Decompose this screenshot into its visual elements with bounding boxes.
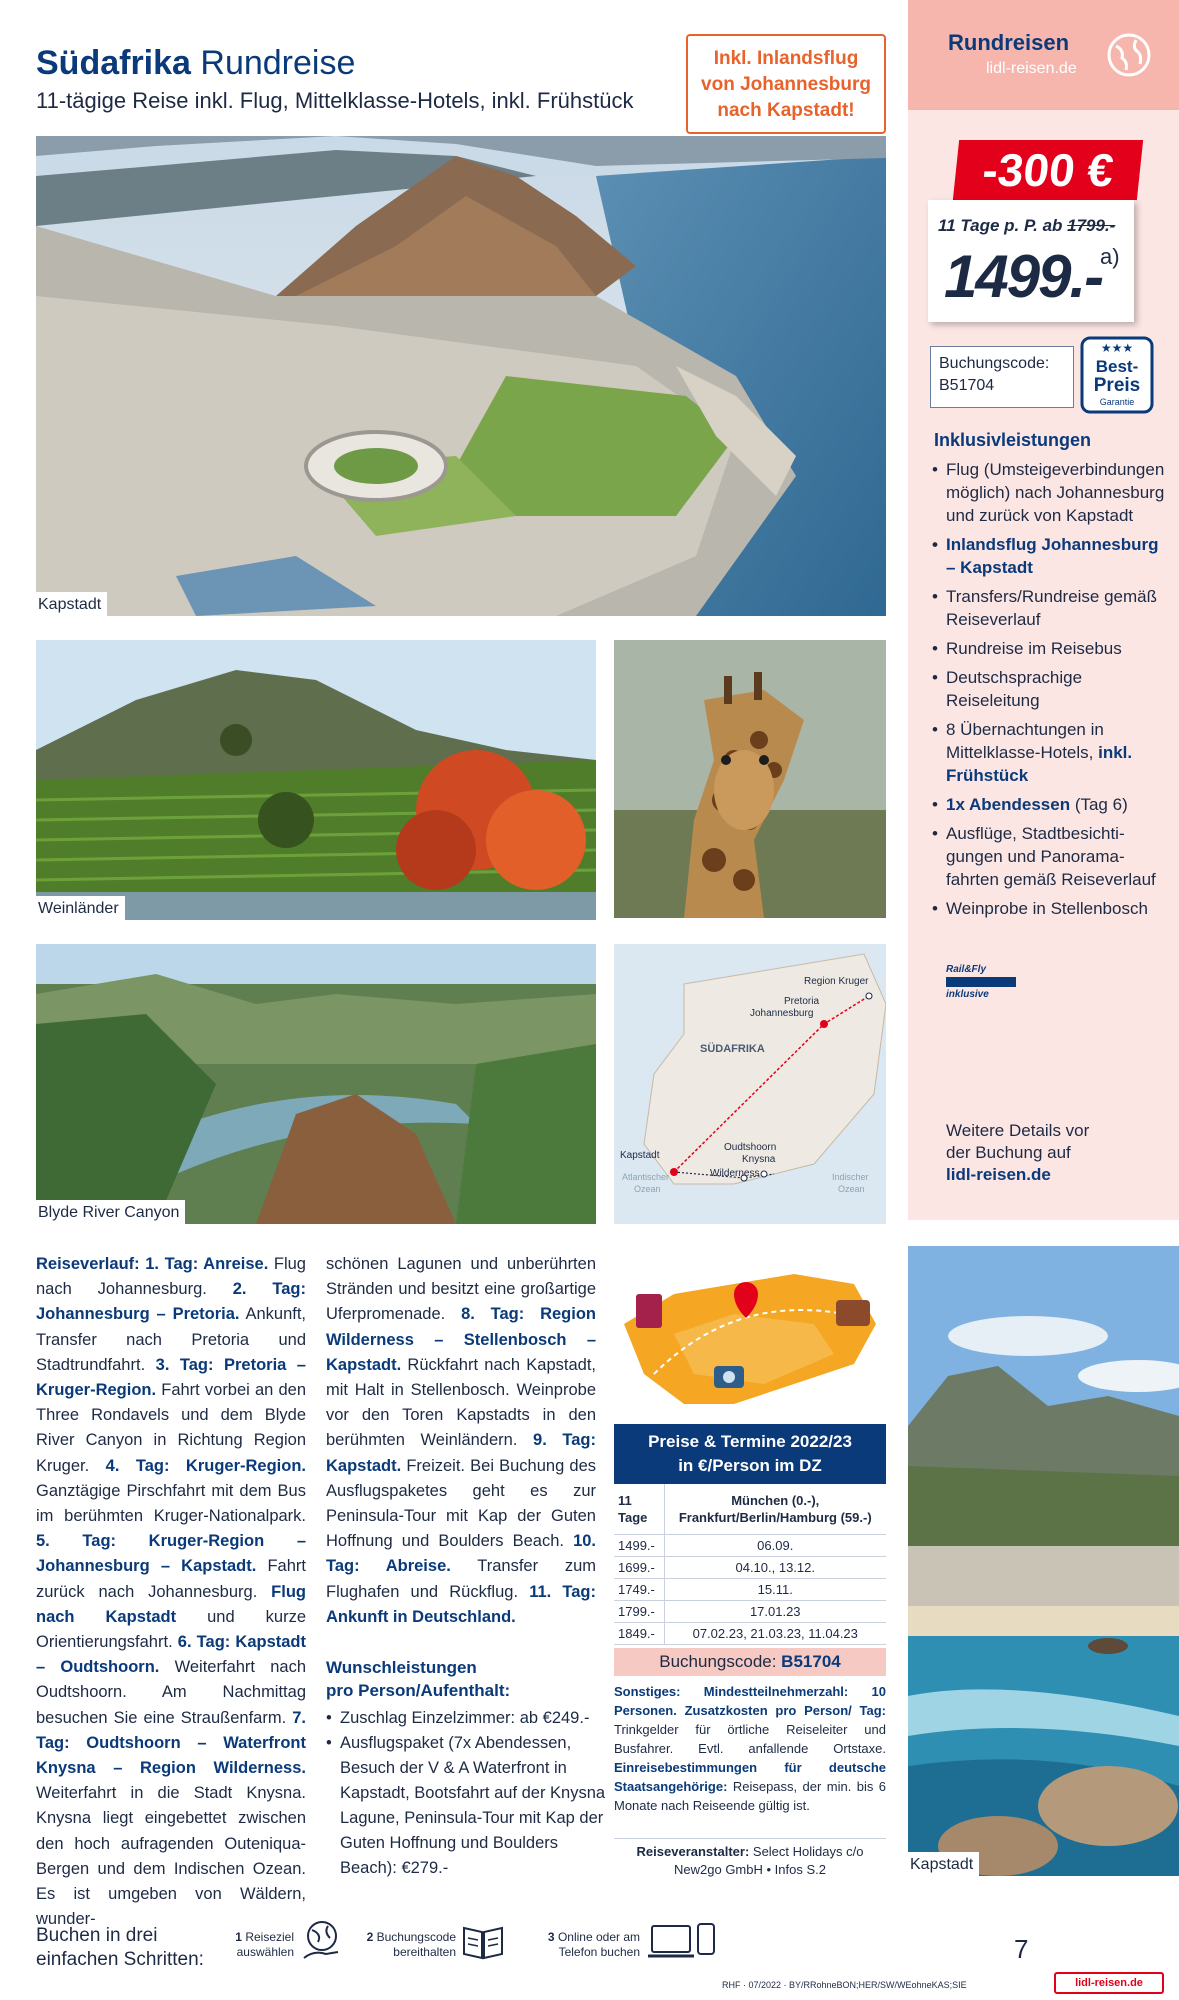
title-bold: Südafrika <box>36 44 191 82</box>
step-text: Buchungscode <box>376 1930 456 1944</box>
price-cell: 1699.- <box>614 1556 664 1578</box>
map-place: Region Kruger <box>804 976 869 987</box>
railfly-line: inklusive <box>946 989 989 1000</box>
price-table-header <box>614 1484 886 1534</box>
discount-badge: -300 € <box>953 140 1143 200</box>
map-ocean: Ozean <box>838 1184 865 1194</box>
itinerary-text: Ankunft, Transfer nach Pretoria und Stadtrundfahrt. <box>36 1305 306 1374</box>
badge-line: nach Kapstadt! <box>717 100 855 121</box>
price-days-label: 11 Tage p. P. ab <box>938 216 1068 235</box>
map-ocean: Ozean <box>634 1184 661 1194</box>
table-row <box>614 1534 886 1556</box>
price-table-title-line: in €/Person im DZ <box>678 1456 822 1475</box>
page-subtitle: 11-tägige Reise inkl. Flug, Mittelklasse-Hotels, inkl. Frühstück <box>36 88 634 113</box>
photo-caption: Kapstadt <box>36 592 107 616</box>
date-cell: 07.02.23, 21.03.23, 11.04.23 <box>664 1622 886 1644</box>
book-icon <box>460 1918 506 1964</box>
price-days <box>938 216 1115 236</box>
booking-steps-label <box>36 1924 204 1972</box>
page-title <box>36 44 355 83</box>
price-table-col2-head <box>664 1484 886 1534</box>
title-light: Rundreise <box>190 44 356 82</box>
map-place: Kapstadt <box>620 1150 660 1161</box>
svg-text:★★★: ★★★ <box>1100 341 1134 355</box>
itinerary-text: schönen Lagunen und unberührten Stränden und besitzt eine großartige Uferpromenade. <box>326 1255 596 1324</box>
photo-kapstadt-aerial <box>36 136 886 616</box>
badge-line: Inkl. Inlandsflug <box>713 48 859 69</box>
map-place: Wilderness <box>710 1168 760 1179</box>
booking-step-1 <box>214 1930 294 1960</box>
seal-line: Preis <box>1093 375 1141 396</box>
photo-caption: Weinländer <box>36 896 125 920</box>
step-number: 2 <box>366 1930 374 1944</box>
map-place: Pretoria <box>784 996 820 1007</box>
itinerary-day-heading: 8. Tag: Region Wilderness – Stellenbosch – Kapstadt. <box>326 1305 596 1374</box>
table-row <box>614 1622 886 1644</box>
footer-label-line: einfachen Schritten: <box>36 1949 204 1970</box>
best-price-seal-icon <box>1080 336 1154 414</box>
legal-code: RHF · 07/2022 · BY/RRohneBON;HER/SW/WEohneKAS;SIE <box>722 1980 967 1990</box>
booking-code-label: Buchungscode: <box>659 1652 782 1671</box>
inclusive-list <box>930 458 1166 926</box>
price-table-title-line: Preise & Termine 2022/23 <box>648 1432 852 1451</box>
optional-service-item: • Zuschlag Einzelzimmer: ab €249.- <box>326 1706 606 1731</box>
itinerary-day-heading: 11. Tag: Ankunft in Deutschland. <box>326 1582 597 1626</box>
itinerary-day-heading: Flug nach Kapstadt <box>36 1582 306 1626</box>
inclusive-item: • Transfers/Rundreise gemäß Reiseverlauf <box>930 585 1166 631</box>
travel-illustration <box>614 1254 886 1414</box>
photo-kapstadt-beach <box>908 1246 1179 1876</box>
table-row <box>614 1600 886 1622</box>
laptop-phone-icon <box>648 1918 718 1964</box>
globe-hand-icon <box>298 1918 344 1964</box>
inclusive-item-text: 8 Übernachtungen in Mittelklasse-Hotels, <box>946 720 1104 762</box>
misc-text: Reisepass, der min. bis 6 Monate nach Reiseende gültig ist. <box>614 1779 886 1813</box>
itinerary-day-heading: 2. Tag: Johannesburg – Pretoria. <box>36 1280 306 1324</box>
col2-head-line: München (0.-), <box>731 1492 820 1508</box>
inclusive-item <box>930 718 1166 787</box>
itinerary-text: Fahrt vorbei an den Three Rondavels und dem Blyde River Canyon in Richtung Region Kruger. <box>36 1381 306 1475</box>
misc-bold: Mindestteilnehmerzahl: 10 Personen. Zusatzkosten pro Person/ Tag: <box>614 1684 886 1718</box>
price-cell: 1849.- <box>614 1622 664 1644</box>
booking-code-bar <box>614 1648 886 1676</box>
price-footnote: a) <box>1100 244 1120 269</box>
photo-blyde-river-canyon <box>36 944 596 1224</box>
itinerary-day-heading: 3. Tag: Pretoria – Kruger-Region. <box>36 1355 306 1400</box>
itinerary-day-heading: 5. Tag: Kruger-Region – Johannesburg – Kapstadt. <box>36 1532 306 1576</box>
photo-caption: Kapstadt <box>908 1852 979 1876</box>
date-cell: 06.09. <box>664 1534 886 1556</box>
itinerary-day-heading: 10. Tag: Abreise. <box>326 1532 596 1576</box>
itinerary-text: Flug nach Johannesburg. <box>36 1255 306 1299</box>
map-place: Oudtshoorn <box>724 1142 777 1153</box>
step-text: Online oder am <box>557 1930 640 1944</box>
map-place: Johannesburg <box>750 1008 814 1019</box>
itinerary-day-heading: 1. Tag: Anreise. <box>145 1255 269 1273</box>
price-table <box>614 1484 886 1645</box>
price-table-title <box>614 1424 886 1484</box>
seal-line: Best- <box>1095 357 1139 376</box>
step-text: bereithalten <box>393 1945 456 1959</box>
details-line: Weitere Details vor <box>946 1121 1090 1140</box>
booking-step-3 <box>540 1930 640 1960</box>
operator-label: Reiseveranstalter: <box>636 1844 750 1859</box>
step-text: Telefon buchen <box>558 1945 640 1959</box>
category-title: Rundreisen <box>948 30 1070 55</box>
itinerary-text: Weiterfahrt nach Oudtshoorn. Am Nachmittag besuchen Sie eine Straußenfarm. <box>36 1658 306 1727</box>
map-country: SÜDAFRIKA <box>700 1043 765 1055</box>
inclusive-item <box>930 793 1166 816</box>
table-row <box>614 1578 886 1600</box>
lidl-reisen-logo: lidl-reisen.de <box>1054 1972 1164 1994</box>
misc-text: Trinkgelder für örtliche Reiseleiter und Busfahrer. Evtl. anfallende Ortstaxe. <box>614 1722 886 1756</box>
inclusive-item: • Weinprobe in Stellenbosch <box>930 897 1166 920</box>
inclusive-item-extra: (Tag 6) <box>1070 795 1128 814</box>
route-map <box>614 944 886 1224</box>
railfly-bar <box>946 977 1016 987</box>
itinerary-day-heading: 7. Tag: Oudtshoorn – Waterfront Knysna – Region Wilderness. <box>36 1708 306 1778</box>
itinerary-text: Ganztägige Pirschfahrt mit dem Bus im berühmten Kruger-Nationalpark. <box>36 1481 306 1526</box>
globe-icon <box>1106 32 1152 78</box>
map-place: Knysna <box>742 1154 776 1165</box>
misc-info <box>614 1682 886 1815</box>
col2-head-line: Frankfurt/Berlin/Hamburg (59.-) <box>678 1509 872 1525</box>
price-main: 1499.- <box>944 243 1103 310</box>
details-line: der Buchung auf <box>946 1143 1071 1162</box>
itinerary-text: und kurze Orientierungsfahrt. <box>36 1607 306 1652</box>
footer-label-line: Buchen in drei <box>36 1925 158 1946</box>
misc-label: Sonstiges: <box>614 1684 681 1699</box>
passport-icon <box>636 1294 662 1328</box>
suitcase-icon <box>836 1300 870 1326</box>
inland-flight-badge <box>686 34 886 134</box>
operator-text: Select Holidays c/o New2go GmbH • Infos S.2 <box>674 1844 864 1877</box>
price-cell: 1799.- <box>614 1600 664 1622</box>
step-number: 1 <box>235 1930 242 1944</box>
details-note <box>946 1120 1146 1186</box>
itinerary-column-1 <box>36 1252 306 1932</box>
old-price: 1799.- <box>1067 216 1116 235</box>
inclusive-item: • Ausflüge, Stadtbesichtigungen und Panoramafahrten gemäß Reiseverlauf <box>930 822 1166 891</box>
booking-code-label: Buchungscode: <box>939 355 1050 372</box>
optional-service-item: • Ausflugspaket (7x Abendessen, Besuch der V & A Waterfront in Kapstadt, Bootsfahrt auf der Knysna Lagune, Peninsula-Tour mit Kap der Guten Hoffnung und Boulders Beach): €279.- <box>326 1731 606 1881</box>
photo-caption: Blyde River Canyon <box>36 1200 185 1224</box>
category-site: lidl-reisen.de <box>986 60 1077 77</box>
step-number: 3 <box>547 1930 555 1944</box>
details-link[interactable]: lidl-reisen.de <box>946 1165 1051 1184</box>
price-cell: 1749.- <box>614 1578 664 1600</box>
inclusive-item-extra: inkl. Frühstück <box>946 743 1133 785</box>
itinerary-text: Rückfahrt nach Kapstadt, mit Halt in Stellenbosch. Weinprobe vor den Toren Kapstadts in den berühmten Weinländern. <box>326 1355 596 1450</box>
itinerary-text: Transfer zum Flughafen und Rückflug. <box>326 1557 596 1601</box>
step-text: Reiseziel <box>245 1930 294 1944</box>
itinerary-text: Fahrt zurück nach Johannesburg. <box>36 1557 306 1601</box>
optional-services-title-line: Wunschleistungen <box>326 1658 477 1677</box>
price-cell: 1499.- <box>614 1534 664 1556</box>
page-number: 7 <box>1014 1934 1029 1964</box>
seal-line: Garantie <box>1099 397 1135 407</box>
itinerary-text: Weiterfahrt in die Stadt Knysna. Knysna liegt eingebettet zwischen den hoch aufragenden Outeniqua-Bergen und dem Indischen Ozean. Es ist umgeben von Wäldern, wunder- <box>36 1784 306 1929</box>
step-text: auswählen <box>236 1945 294 1959</box>
misc-bold: Einreisebestimmungen für deutsche Staatsangehörige: <box>614 1760 886 1794</box>
table-row <box>614 1556 886 1578</box>
date-cell: 17.01.23 <box>664 1600 886 1622</box>
booking-code-box <box>930 346 1074 408</box>
photo-weinlaender <box>36 640 596 920</box>
inclusive-title: Inklusivleistungen <box>934 430 1092 450</box>
itinerary-day-heading: 9. Tag: Kapstadt. <box>326 1431 596 1475</box>
photo-giraffe <box>614 640 886 918</box>
tour-operator <box>614 1838 886 1879</box>
itinerary-day-heading: Reiseverlauf: <box>36 1255 140 1273</box>
optional-services-list <box>326 1706 606 1881</box>
inclusive-item: • Deutschsprachige Reiseleitung <box>930 666 1166 712</box>
date-cell: 15.11. <box>664 1578 886 1600</box>
railfly-line: Rail&Fly <box>946 964 987 975</box>
badge-line: von Johannesburg <box>701 74 871 95</box>
itinerary-text: Freizeit. Bei Buchung des Ausflugspaketes geht es zur Peninsula-Tour mit Kap der Guten Hoffnung und Boulders Beach. <box>326 1456 596 1551</box>
itinerary-day-heading: 6. Tag: Kapstadt – Oudtshoorn. <box>36 1633 306 1677</box>
optional-services-title-line: pro Person/Aufenthalt: <box>326 1681 511 1700</box>
price-table-col1-head: 11 Tage <box>614 1484 664 1534</box>
booking-code-value: B51704 <box>939 377 995 394</box>
itinerary-day-heading: 4. Tag: Kruger-Region. <box>105 1456 306 1475</box>
booking-code-value: B51704 <box>781 1652 841 1671</box>
booking-step-2 <box>356 1930 456 1960</box>
optional-services-title <box>326 1656 510 1702</box>
inclusive-item: • Inlandsflug Johannesburg – Kapstadt <box>930 533 1166 579</box>
railfly-logo <box>946 964 1016 1000</box>
itinerary-column-2 <box>326 1252 596 1630</box>
inclusive-item-text: 1x Abendessen <box>946 795 1071 814</box>
inclusive-item: • Flug (Umsteigeverbindungen möglich) nach Johannesburg und zurück von Kapstadt <box>930 458 1166 527</box>
map-ocean: Indischer <box>832 1172 869 1182</box>
map-ocean: Atlantischer <box>622 1172 670 1182</box>
inclusive-item: • Rundreise im Reisebus <box>930 637 1166 660</box>
date-cell: 04.10., 13.12. <box>664 1556 886 1578</box>
